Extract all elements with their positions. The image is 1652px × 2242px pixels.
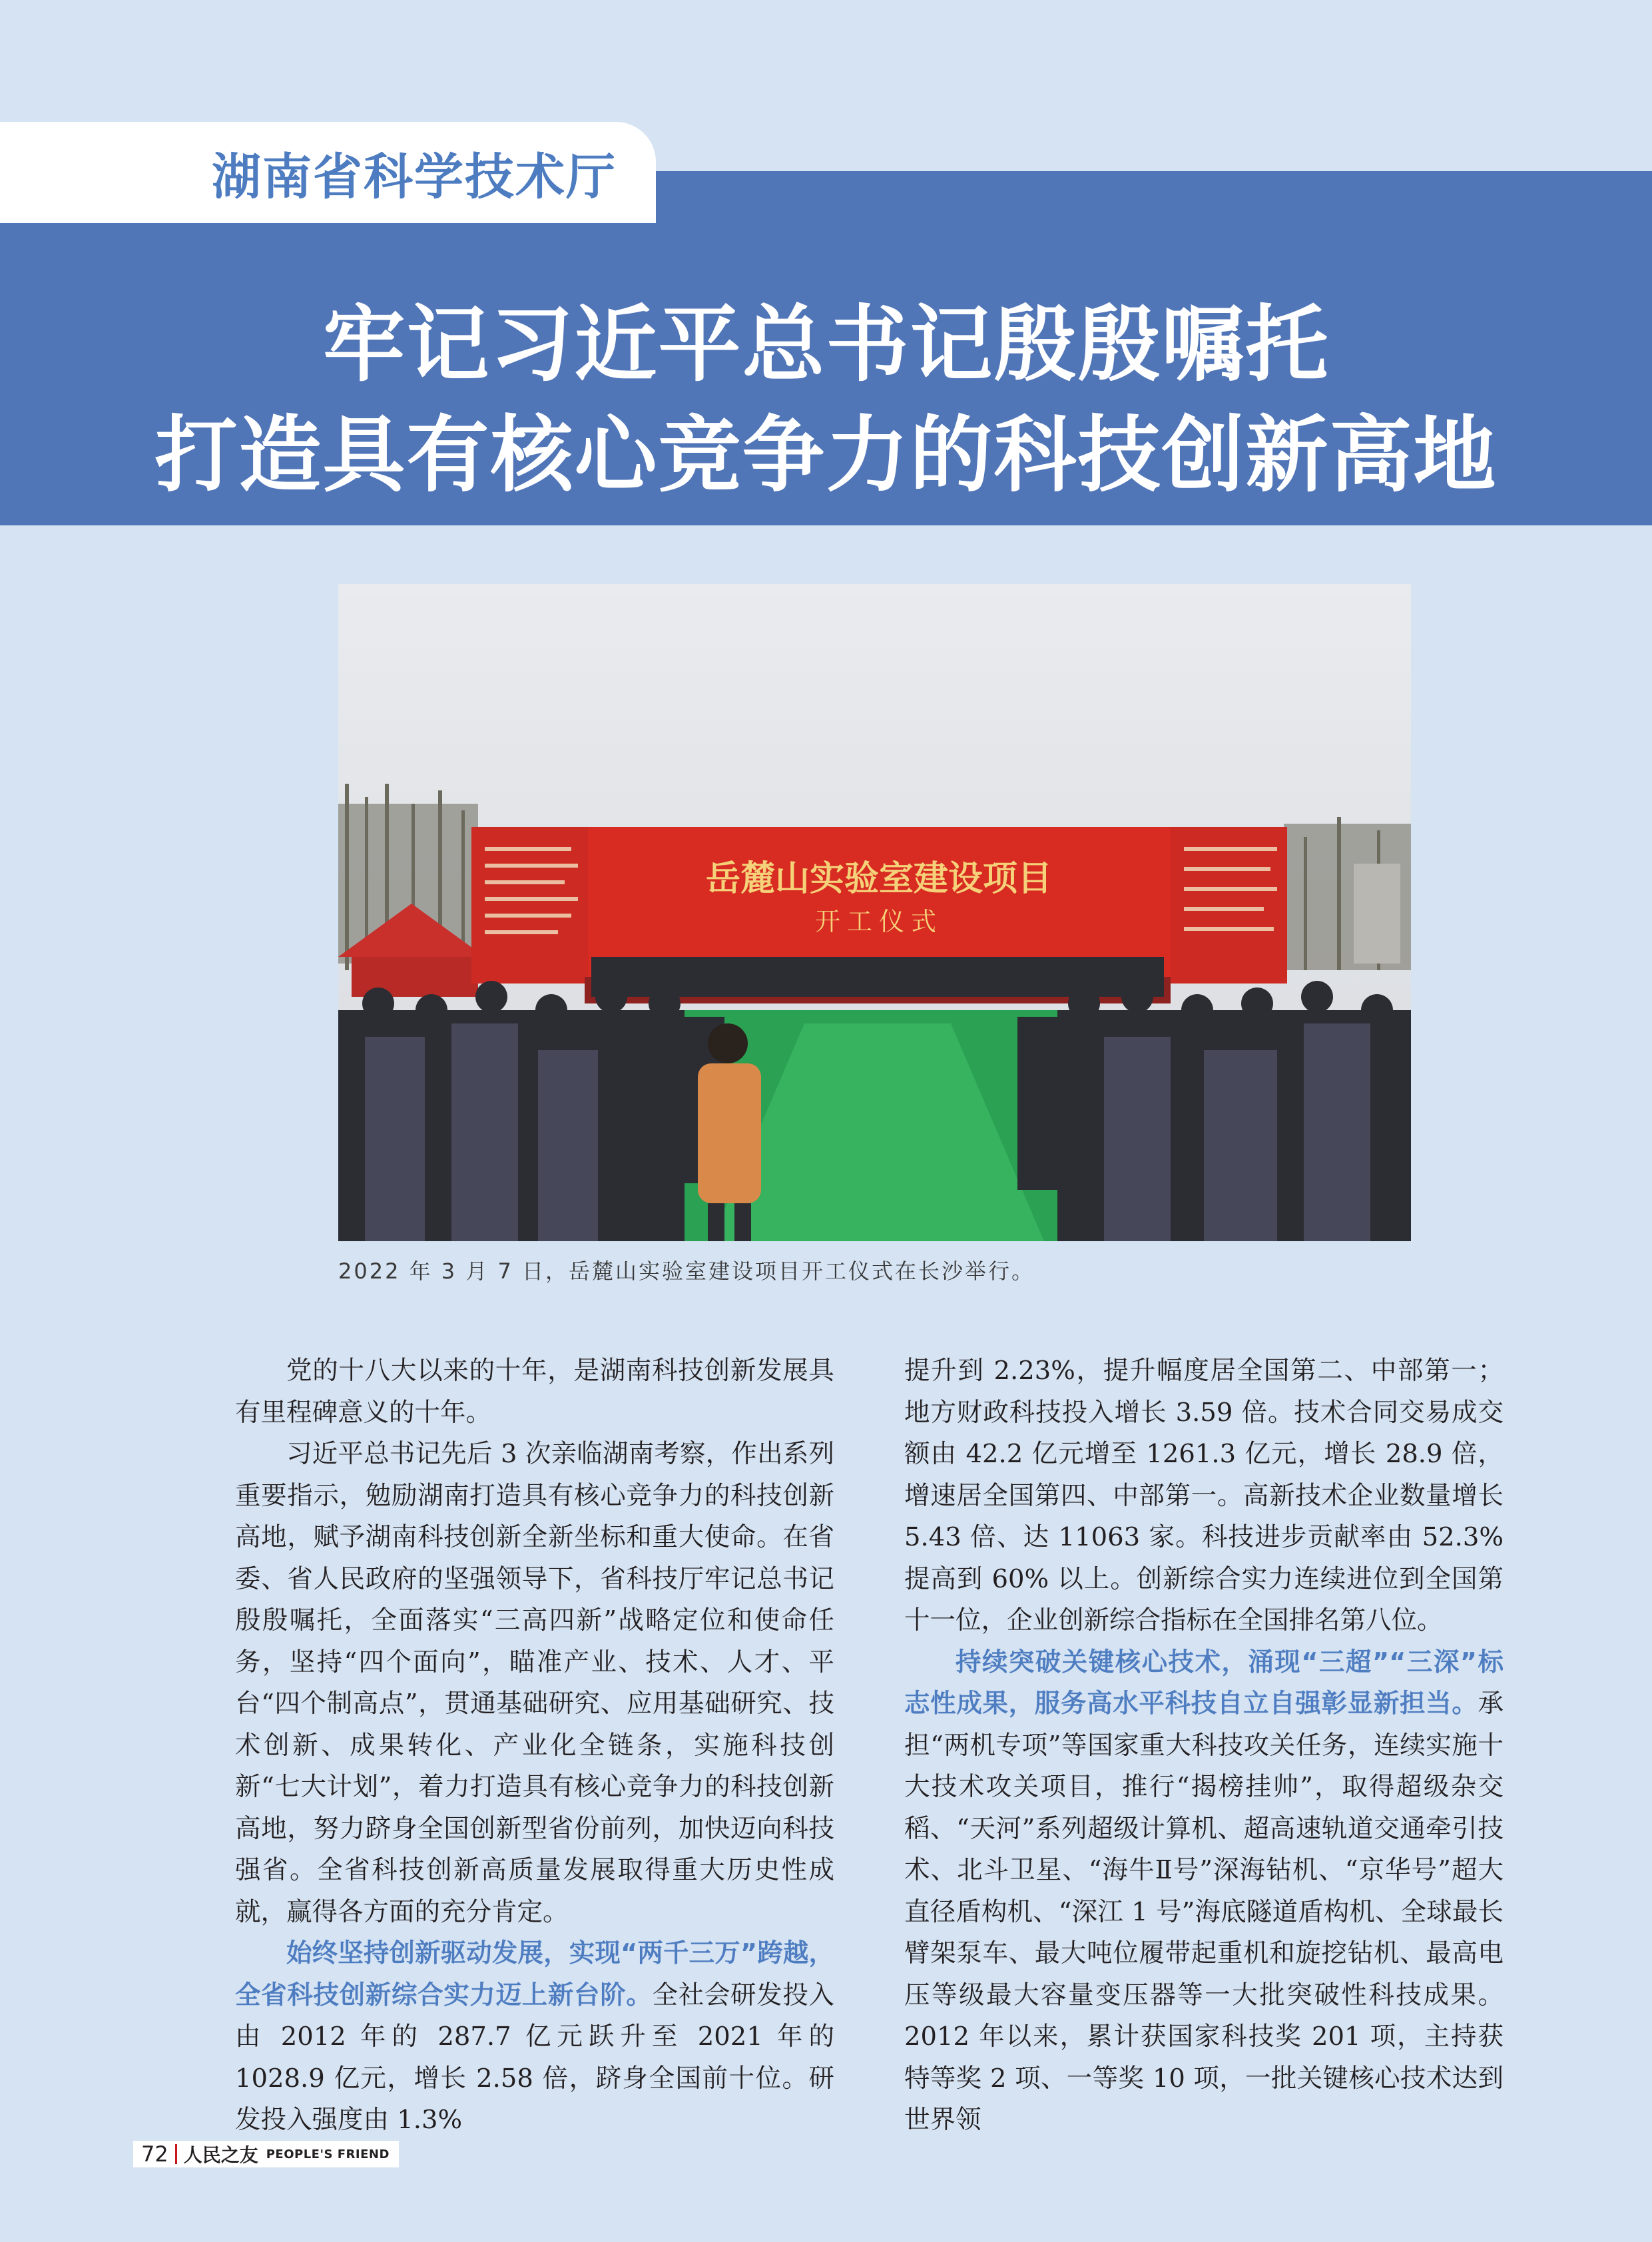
person-orange-sweater xyxy=(698,1063,761,1203)
building xyxy=(1354,864,1400,964)
photo-caption: 2022 年 3 月 7 日，岳麓山实验室建设项目开工仪式在长沙举行。 xyxy=(338,1259,1035,1284)
article-column-right xyxy=(904,1350,1504,2141)
banner-title: 岳麓山实验室建设项目 xyxy=(705,858,1053,899)
banner-subtitle: 开工仪式 xyxy=(814,907,944,936)
magazine-name: 人民之友 xyxy=(183,2144,258,2166)
article-column-left xyxy=(235,1350,834,2141)
paragraph: 党的十八大以来的十年，是湖南科技创新发展具有里程碑意义的十年。 xyxy=(235,1356,834,1428)
paragraph: 提升到 2.23%，提升幅度居全国第二、中部第一；地方财政科技投入增长 3.59 倍。技术合同交易成交额由 42.2 亿元增至 1261.3 亿元，增长 28.9 倍，增速居全国第四、中部第一。高新技术企业数量增长 5.43 倍、达 11063 家。科技进步贡献率由 52.3% 提高到 60% 以上。创新综合实力连续进位到全国第十一位，企业创新综合指标在全国排名第八位。 xyxy=(904,1356,1504,1635)
paragraph: 习近平总书记先后 3 次亲临湖南考察，作出系列重要指示，勉励湖南打造具有核心竞争力的科技创新高地，赋予湖南科技创新全新坐标和重大使命。在省委、省人民政府的坚强领导下，省科技厅牢记总书记殷殷嘱托，全面落实“三高四新”战略定位和使命任务，坚持“四个面向”，瞄准产业、技术、人才、平台“四个制高点”，贯通基础研究、应用基础研究、技术创新、成果转化、产业化全链条，实施科技创新“七大计划”，着力打造具有核心竞争力的科技创新高地，努力跻身全国创新型省份前列，加快迈向科技强省。全省科技创新高质量发展取得重大历史性成就，赢得各方面的充分肯定。 xyxy=(235,1439,834,1927)
paragraph xyxy=(235,1933,834,2141)
paragraph xyxy=(904,1642,1504,2141)
section-highlight: 始终坚持创新驱动发展，实现“两千三万”跨越，全省科技创新综合实力迈上新台阶。 xyxy=(235,1938,834,2010)
paragraph-text: 承担“两机专项”等国家重大科技攻关任务，连续实施十大技术攻关项目，推行“揭榜挂帅”，取得超级杂交稻、“天河”系列超级计算机、超高速轨道交通牵引技术、北斗卫星、“海牛Ⅱ号”深海钻机、“京华号”超大直径盾构机、“深江 1 号”海底隧道盾构机、全球最长臂架泵车、最大吨位履带起重机和旋挖钻机、最高电压等级最大容量变压器等一大批突破性科技成果。2012 年以来，累计获国家科技奖 201 项，主持获特等奖 2 项、一等奖 10 项，一批关键核心技术达到世界领 xyxy=(904,1689,1504,2135)
section-highlight: 持续突破关键核心技术，涌现“三超”“三深”标志性成果，服务高水平科技自立自强彰显新担当。 xyxy=(904,1647,1504,1719)
paragraph-text: 全社会研发投入由 2012 年的 287.7 亿元跃升至 2021 年的 1028.9 亿元，增长 2.58 倍，跻身全国前十位。研发投入强度由 1.3% xyxy=(235,1980,834,2135)
footer-divider xyxy=(175,2144,177,2164)
page-footer xyxy=(133,2141,399,2167)
ceremony-photo xyxy=(338,584,1411,1241)
page-number: 72 xyxy=(141,2141,168,2167)
headline-line-2: 打造具有核心竞争力的科技创新高地 xyxy=(154,408,1498,503)
department-name: 湖南省科学技术厅 xyxy=(212,148,617,206)
headline-line-1: 牢记习近平总书记殷殷嘱托 xyxy=(322,297,1330,393)
magazine-name-english: PEOPLE'S FRIEND xyxy=(266,2147,390,2161)
